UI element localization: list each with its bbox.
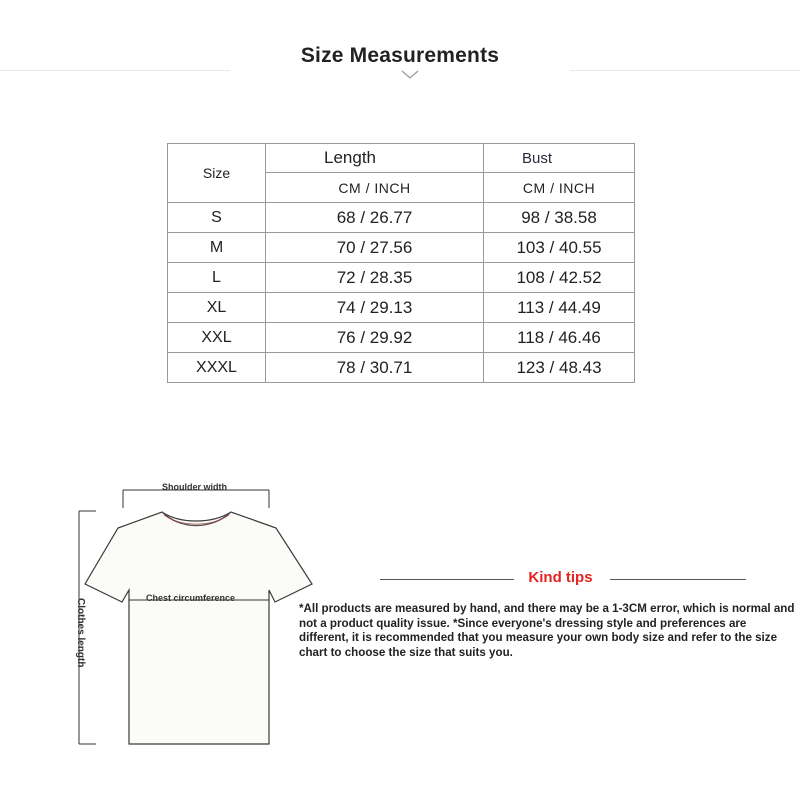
bust-cell: 123 / 48.43 [484, 353, 635, 383]
table-row [168, 293, 635, 323]
tips-title: Kind tips [528, 569, 593, 586]
size-cell: L [168, 263, 266, 293]
table-row [168, 203, 635, 233]
page-title: Size Measurements [300, 44, 500, 67]
tshirt-diagram [0, 470, 340, 770]
length-column-header: Length [266, 144, 484, 173]
length-unit-label: CM / INCH [266, 173, 484, 203]
length-cell: 70 / 27.56 [266, 233, 484, 263]
tips-line-left [380, 579, 514, 580]
title-block [0, 44, 800, 68]
table-row [168, 233, 635, 263]
length-cell: 72 / 28.35 [266, 263, 484, 293]
bust-cell: 108 / 42.52 [484, 263, 635, 293]
bust-cell: 103 / 40.55 [484, 233, 635, 263]
tips-text: *All products are measured by hand, and there may be a 1-3CM error, which is normal and not a product quality issue. *Since everyone's dressing style and preferences are different, it is recommended that you measure your own body size and refer to the size chart to choose the size that suits you. [299, 602, 795, 659]
size-column-header: Size [168, 144, 266, 203]
chest-circumference-label: Chest circumference [146, 593, 236, 603]
length-cell: 74 / 29.13 [266, 293, 484, 323]
table-row [168, 323, 635, 353]
table-row [168, 353, 635, 383]
size-cell: M [168, 233, 266, 263]
tshirt-outline [85, 512, 312, 744]
bust-cell: 113 / 44.49 [484, 293, 635, 323]
length-cell: 76 / 29.92 [266, 323, 484, 353]
shoulder-width-marker [123, 490, 269, 508]
bust-cell: 98 / 38.58 [484, 203, 635, 233]
table-row [168, 263, 635, 293]
size-cell: XXXL [168, 353, 266, 383]
size-cell: XXL [168, 323, 266, 353]
length-cell: 68 / 26.77 [266, 203, 484, 233]
tips-line-right [610, 579, 746, 580]
bust-unit-label: CM / INCH [484, 173, 635, 203]
clothes-length-label: Clothes length [75, 598, 86, 668]
length-cell: 78 / 30.71 [266, 353, 484, 383]
size-cell: XL [168, 293, 266, 323]
bust-column-header: Bust [484, 144, 635, 173]
table-header-row [168, 144, 635, 173]
title-chevron-icon [401, 70, 419, 80]
size-cell: S [168, 203, 266, 233]
title-underline-left [0, 70, 230, 71]
size-table [167, 143, 635, 383]
bust-cell: 118 / 46.46 [484, 323, 635, 353]
shoulder-width-label: Shoulder width [162, 482, 227, 492]
title-underline-right [570, 70, 800, 71]
